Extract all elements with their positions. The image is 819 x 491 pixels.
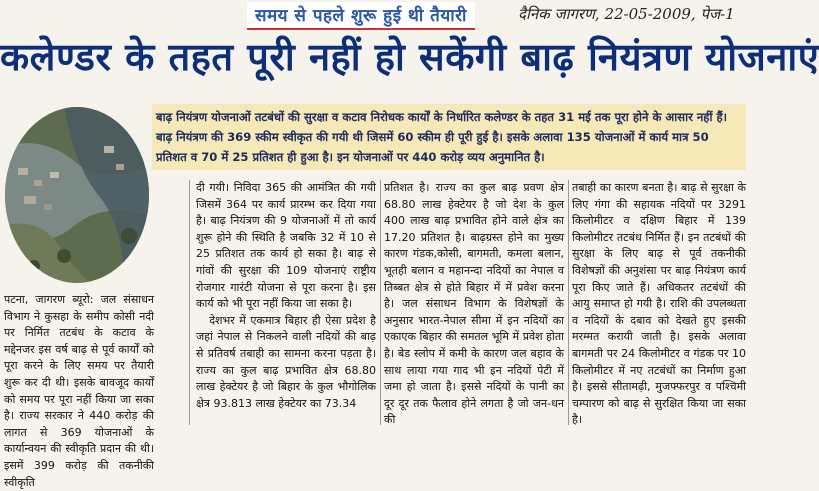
source-credit: दैनिक जागरण, 22-05-2009, पेज-1 — [518, 5, 735, 23]
column-divider — [380, 180, 381, 425]
paragraph: पटना, जागरण ब्यूरो: जल संसाधन विभाग ने कुसहा के समीप कोसी नदी पर निर्मित तटबंध के कटाव के मद्देनजर इस वर्ष बाढ़ से पूर्व कार्यों को पूरा करने के लिए समय पर तैयारी शुरू कर दी थी। इसके बावजूद कार्यों को समय पर पूरा नहीं किया जा सका है। राज्य सरकार ने 440 करोड़ की लागत से 369 योजनाओं के कार्यान्वयन की स्वीकृति प्रदान की थी। इसमें 399 करोड़ की तकनीकी स्वीकृति — [4, 293, 154, 489]
article-column-4 — [572, 180, 746, 425]
kicker-strap: समय से पहले शुरू हुई थी तैयारी — [247, 2, 475, 30]
flood-aerial-photo — [4, 106, 150, 284]
paragraph: देशभर में एकमात्र बिहार ही ऐसा प्रदेश है जहां नेपाल से निकलने वाली नदियों की बाढ़ से प्रतिवर्ष तबाही का सामना करना पड़ता है। राज्य का कुल बाढ़ प्रभावित क्षेत्र 68.80 लाख हेक्टेयर है जो बिहार के कुल भौगोलिक क्षेत्र 93.813 लाख हेक्टेयर का 73.34 — [196, 313, 376, 410]
paragraph: तबाही का कारण बनता है। बाढ़ से सुरक्षा के लिए गंगा की सहायक नदियों पर 3291 किलोमीटर व दक्षिण बिहार में 139 किलोमीटर तटबंध निर्मित हैं। इन तटबंधों की सुरक्षा के लिए बाढ़ से पूर्व तकनीकी विशेषज्ञों की अनुशंसा पर बाढ़ नियंत्रण कार्य पूरा किए जाते हैं। अधिकतर तटबंधों की आयु समाप्त हो गयी है। राशि की उपलब्धता व नदियों के दबाव को देखते हुए इसकी मरम्मत करायी जाती है। इसके अलावा बागमती पर 24 किलोमीटर व गंडक पर 10 किलोमीटर में नए तटबंधों का निर्माण हुआ है। इससे सीतामढ़ी, मुजफ्फरपुर व पश्चिमी चम्पारण को बाढ़ से सुरक्षित किया जा सका है। — [572, 181, 746, 427]
column-divider — [189, 180, 190, 425]
article-column-2 — [196, 180, 376, 425]
paragraph: दी गयी। निविदा 365 की आमंत्रित की गयी जिसमें 364 पर कार्य प्रारम्भ कर दिया गया है। बाढ़ नियंत्रण की 9 योजनाओं में तो कार्य शुरू होने की स्थिति है जबकि 32 में 10 से 25 प्रतिशत तक कार्य हो सका है। बाढ़ से गांवों की सुरक्षा की 109 योजनाएं राष्ट्रीय रोजगार गारंटी योजना से पूरा करना है। इस कार्य को भी पूरा नहीं किया जा सका है। — [196, 181, 376, 311]
deck-summary: बाढ़ नियंत्रण योजनाओं तटबंधों की सुरक्षा व कटाव निरोधक कार्यों के निर्धारित कलेण्डर के तहत 31 मई तक पूरा होने के आसार नहीं हैं। बाढ़ नियंत्रण की 369 स्कीम स्वीकृत की गयी थी जिसमें 60 स्कीम ही पूरी हुई है। इसके अलावा 135 योजनाओं में कार्य मात्र 50 प्रतिशत व 70 में 25 प्रतिशत ही हुआ है। इन योजनाओं पर 440 करोड़ व्यय अनुमानित है। — [152, 104, 746, 170]
article-column-1 — [4, 292, 154, 489]
headline: कलेण्डर के तहत पूरी नहीं हो सकेंगी बाढ़ नियंत्रण योजनाएं — [0, 35, 819, 79]
paragraph: प्रतिशत है। राज्य का कुल बाढ़ प्रवण क्षेत्र 68.80 लाख हेक्टेयर है जो देश के कुल 400 लाख बाढ़ प्रभावित होने वाले क्षेत्र का 17.20 प्रतिशत है। बाढ़ग्रस्त होने का मुख्य कारण गंडक,कोसी, बागमती, कमला बलान, भूतही बलान व महानन्दा नदियों का नेपाल व तिब्बत क्षेत्र से होते बिहार में में प्रवेश करना है। जल संसाधन विभाग के विशेषज्ञों के अनुसार भारत-नेपाल सीमा में इन नदियों का एकाएक बिहार की समतल भूमि में प्रवेश होता है। बेड स्लोप में कमी के कारण जल बहाव के साथ लाया गया गाद भी इन नदियों पेटी में जमा हो जाता है। इससे नदियों के पानी का दूर दूर तक फैलाव होने लगता है जो जन-धन की — [384, 181, 564, 427]
column-divider — [568, 180, 569, 425]
article-column-3 — [384, 180, 564, 425]
